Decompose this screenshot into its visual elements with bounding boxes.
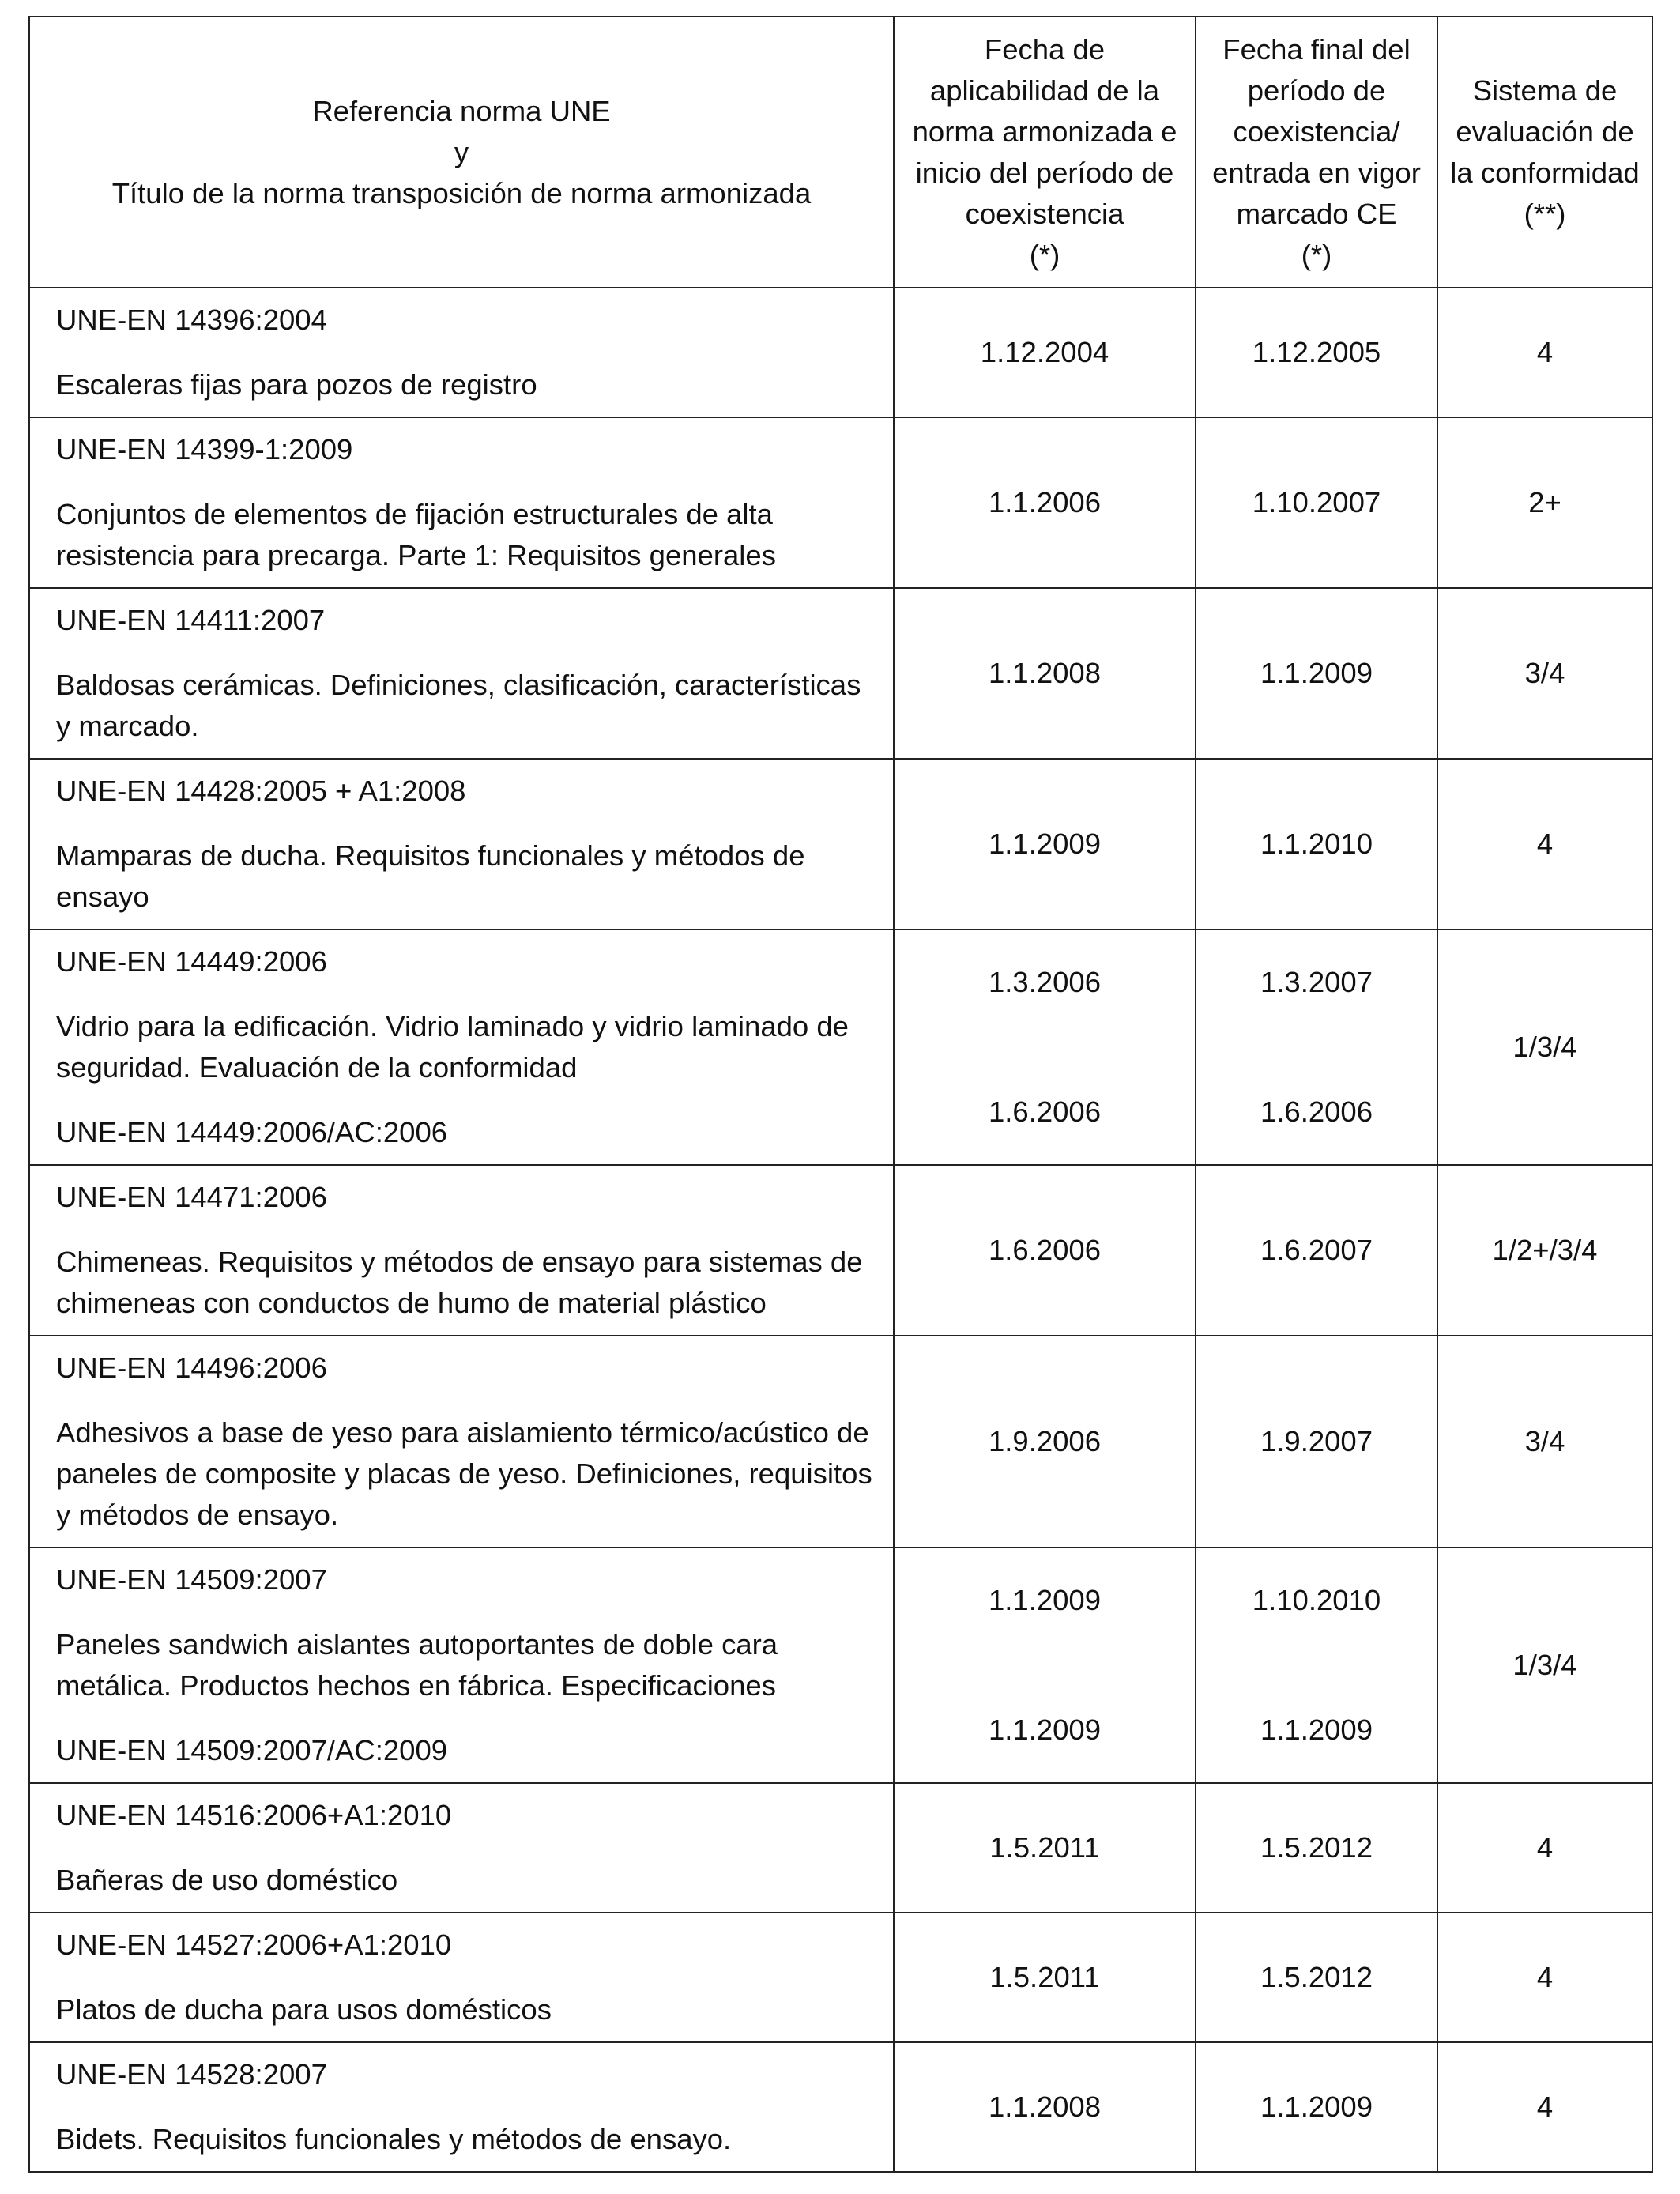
table-row	[29, 1783, 1652, 1913]
header-row	[29, 17, 1652, 288]
applicability-date: 1.6.2006	[894, 1165, 1196, 1336]
corrigendum-applicability-date: 1.6.2006	[988, 1095, 1102, 1128]
standard-title: Conjuntos de elementos de fijación estructurales de alta resistencia para precarga. Parte 1: Requisitos generales	[56, 498, 776, 571]
reference-cell	[29, 288, 894, 417]
table-row	[29, 929, 1652, 1165]
standard-code: UNE-EN 14516:2006+A1:2010	[56, 1799, 452, 1831]
end-date: 1.6.2007	[1196, 1165, 1437, 1336]
applicability-date-cell	[894, 929, 1196, 1165]
corrigendum-applicability-date: 1.1.2009	[988, 1713, 1102, 1746]
reference-cell	[29, 929, 894, 1165]
standard-code: UNE-EN 14428:2005 + A1:2008	[56, 775, 466, 807]
end-date-cell	[1196, 1547, 1437, 1783]
conformity-system: 3/4	[1437, 1336, 1652, 1547]
end-date: 1.10.2010	[1252, 1584, 1381, 1616]
end-date: 1.12.2005	[1196, 288, 1437, 417]
conformity-system: 4	[1437, 2042, 1652, 2172]
standard-title: Bidets. Requisitos funcionales y métodos de ensayo.	[56, 2123, 732, 2155]
standard-code: UNE-EN 14527:2006+A1:2010	[56, 1928, 452, 1961]
standard-title: Mamparas de ducha. Requisitos funcionales y métodos de ensayo	[56, 839, 805, 913]
standard-title: Bañeras de uso doméstico	[56, 1864, 398, 1896]
applicability-date: 1.5.2011	[894, 1913, 1196, 2042]
standard-code: UNE-EN 14528:2007	[56, 2058, 327, 2090]
applicability-date: 1.3.2006	[988, 966, 1102, 998]
applicability-date: 1.1.2009	[988, 1584, 1102, 1616]
end-date: 1.5.2012	[1196, 1913, 1437, 2042]
header-end-date: Fecha final del período de coexistencia/ entrada en vigor marcado CE (*)	[1196, 17, 1437, 288]
applicability-date: 1.12.2004	[894, 288, 1196, 417]
reference-cell	[29, 759, 894, 929]
applicability-date: 1.1.2008	[894, 2042, 1196, 2172]
table-row	[29, 1547, 1652, 1783]
standard-code: UNE-EN 14396:2004	[56, 303, 327, 336]
table-row	[29, 1336, 1652, 1547]
applicability-date: 1.1.2009	[894, 759, 1196, 929]
conformity-system: 1/2+/3/4	[1437, 1165, 1652, 1336]
header-conformity-system: Sistema de evaluación de la conformidad (**)	[1437, 17, 1652, 288]
standard-code: UNE-EN 14399-1:2009	[56, 433, 353, 466]
standard-code: UNE-EN 14496:2006	[56, 1351, 327, 1384]
conformity-system: 1/3/4	[1437, 929, 1652, 1165]
table-row	[29, 759, 1652, 929]
end-date-cell	[1196, 929, 1437, 1165]
table-row	[29, 417, 1652, 588]
table-row	[29, 288, 1652, 417]
reference-cell	[29, 1547, 894, 1783]
standard-title: Adhesivos a base de yeso para aislamiento térmico/acústico de paneles de composite y placas de yeso. Definiciones, requisitos y métodos de ensayo.	[56, 1416, 872, 1531]
end-date: 1.1.2010	[1196, 759, 1437, 929]
conformity-system: 4	[1437, 1783, 1652, 1913]
end-date: 1.1.2009	[1196, 588, 1437, 759]
table-row	[29, 1165, 1652, 1336]
standard-title: Chimeneas. Requisitos y métodos de ensayo para sistemas de chimeneas con conductos de humo de material plástico	[56, 1246, 863, 1319]
end-date: 1.9.2007	[1196, 1336, 1437, 1547]
header-reference: Referencia norma UNE y Título de la norma transposición de norma armonizada	[29, 17, 894, 288]
corrigendum-end-date: 1.6.2006	[1260, 1095, 1373, 1128]
reference-cell	[29, 588, 894, 759]
conformity-system: 2+	[1437, 417, 1652, 588]
standard-title: Paneles sandwich aislantes autoportantes de doble cara metálica. Productos hechos en fábrica. Especificaciones	[56, 1628, 778, 1702]
corrigendum-end-date: 1.1.2009	[1260, 1713, 1373, 1746]
standard-code: UNE-EN 14449:2006	[56, 945, 327, 978]
reference-cell	[29, 1336, 894, 1547]
end-date: 1.5.2012	[1196, 1783, 1437, 1913]
reference-cell	[29, 417, 894, 588]
corrigendum-code: UNE-EN 14509:2007/AC:2009	[56, 1734, 448, 1766]
end-date: 1.3.2007	[1260, 966, 1373, 998]
reference-cell	[29, 1165, 894, 1336]
end-date: 1.1.2009	[1196, 2042, 1437, 2172]
applicability-date: 1.1.2006	[894, 417, 1196, 588]
standard-title: Platos de ducha para usos domésticos	[56, 1993, 552, 2026]
standard-code: UNE-EN 14411:2007	[56, 604, 326, 636]
standard-title: Vidrio para la edificación. Vidrio laminado y vidrio laminado de seguridad. Evaluación de la conformidad	[56, 1010, 849, 1084]
standards-table	[28, 16, 1653, 2173]
end-date: 1.10.2007	[1196, 417, 1437, 588]
applicability-date: 1.9.2006	[894, 1336, 1196, 1547]
conformity-system: 4	[1437, 288, 1652, 417]
reference-cell	[29, 1913, 894, 2042]
conformity-system: 4	[1437, 1913, 1652, 2042]
standard-code: UNE-EN 14471:2006	[56, 1181, 327, 1213]
applicability-date-cell	[894, 1547, 1196, 1783]
corrigendum-code: UNE-EN 14449:2006/AC:2006	[56, 1116, 448, 1148]
conformity-system: 3/4	[1437, 588, 1652, 759]
reference-cell	[29, 1783, 894, 1913]
standard-title: Escaleras fijas para pozos de registro	[56, 368, 537, 401]
applicability-date: 1.5.2011	[894, 1783, 1196, 1913]
table-row	[29, 2042, 1652, 2172]
header-applicability-date: Fecha de aplicabilidad de la norma armonizada e inicio del período de coexistencia (*)	[894, 17, 1196, 288]
standard-title: Baldosas cerámicas. Definiciones, clasificación, características y marcado.	[56, 669, 861, 742]
applicability-date: 1.1.2008	[894, 588, 1196, 759]
table-row	[29, 1913, 1652, 2042]
standard-code: UNE-EN 14509:2007	[56, 1563, 327, 1596]
conformity-system: 4	[1437, 759, 1652, 929]
table-row	[29, 588, 1652, 759]
conformity-system: 1/3/4	[1437, 1547, 1652, 1783]
reference-cell	[29, 2042, 894, 2172]
